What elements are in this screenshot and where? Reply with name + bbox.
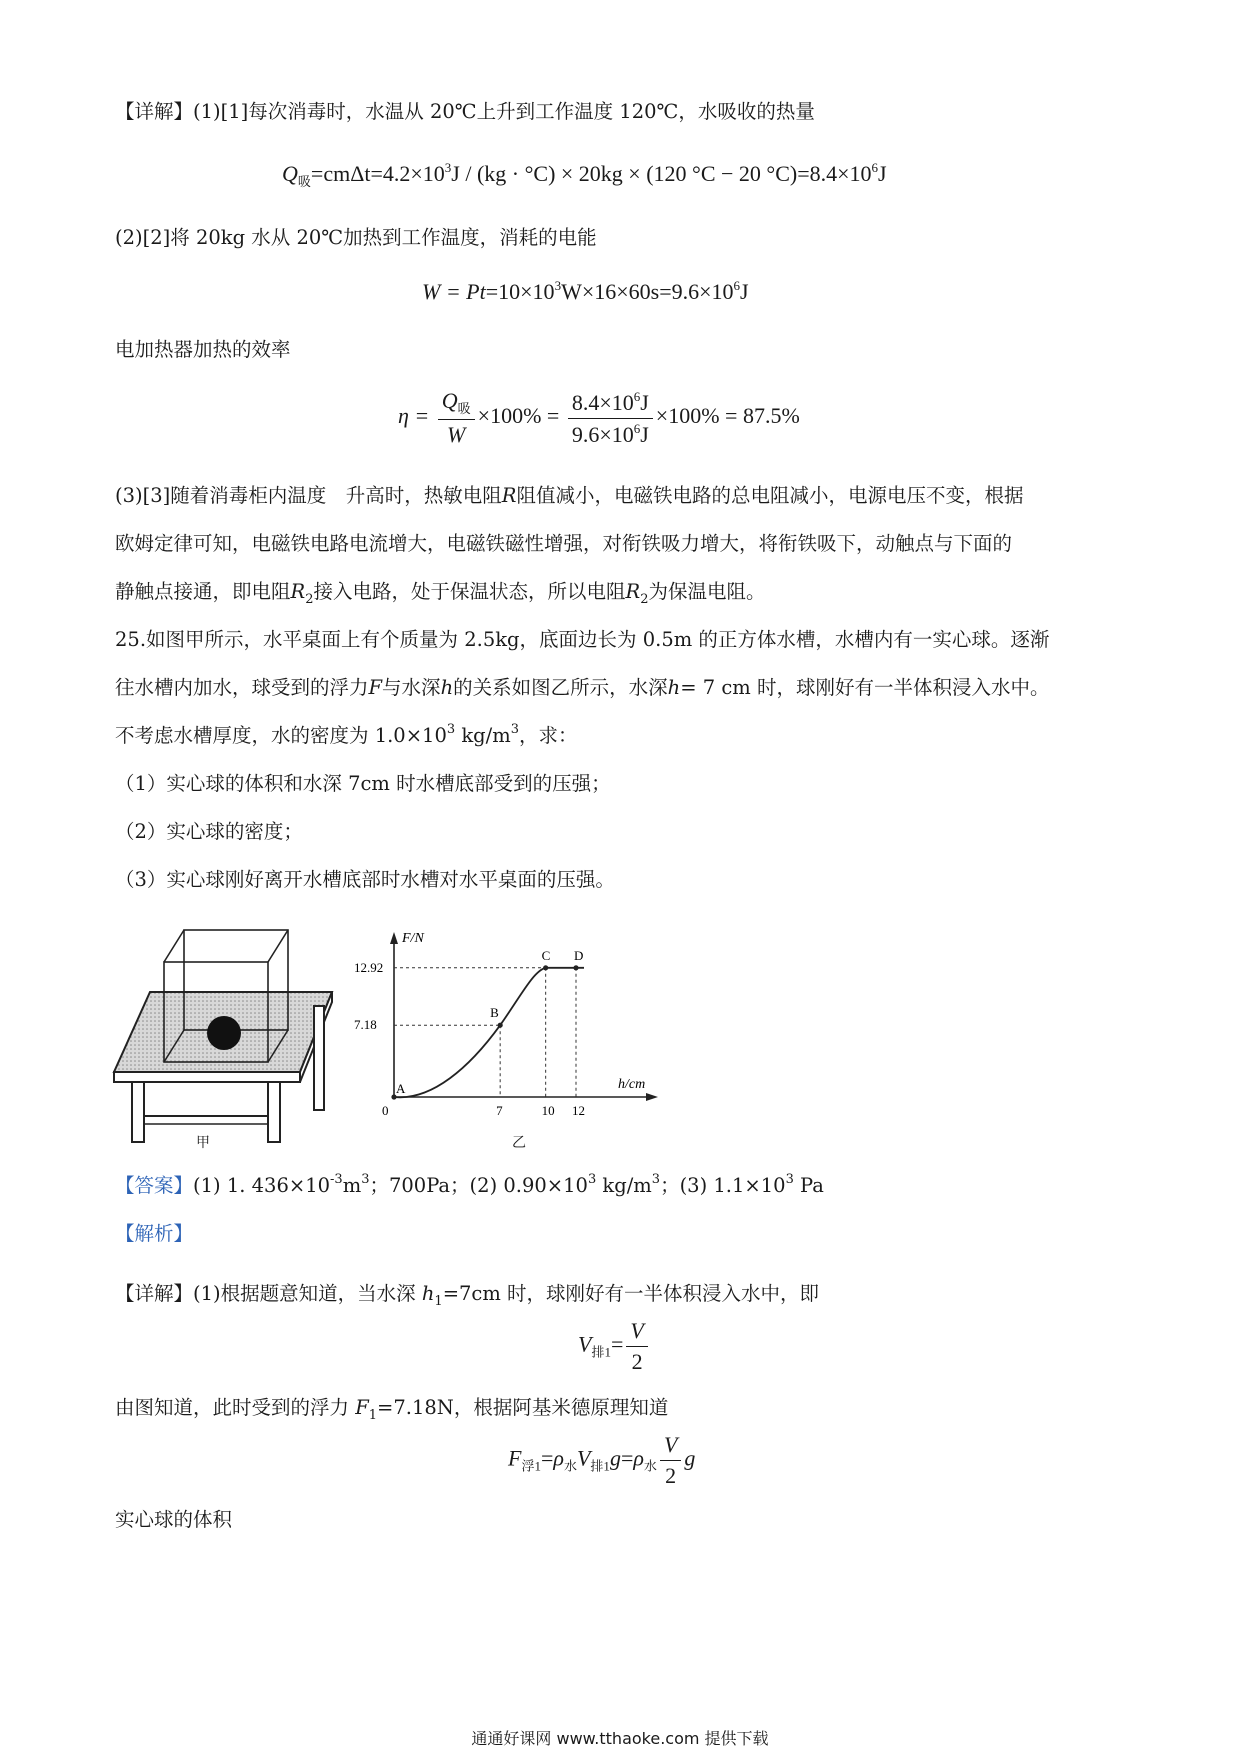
sub-question-3: （3）实心球刚好离开水槽底部时水槽对水平桌面的压强。 [115, 868, 615, 891]
text-segment: =7.18N，根据阿基米德原理知道 [377, 1396, 669, 1419]
exponent: 3 [361, 1172, 370, 1187]
equation-heat-absorbed [282, 160, 887, 190]
frac-numerator: 8.4×10 [571, 389, 634, 415]
symbol-r2: R [290, 580, 306, 603]
paragraph-5 [115, 1392, 668, 1423]
text-segment: 阻值减小，电磁铁电路的总电阻减小，电源电压不变，根据 [516, 484, 1024, 507]
eq-unit: J [640, 389, 649, 415]
symbol-subscript: 2 [305, 592, 314, 607]
frac-numerator: V [626, 1318, 647, 1347]
exponent: -3 [330, 1172, 343, 1187]
eq-symbol-f: F [508, 1445, 522, 1471]
exponent: 3 [587, 1172, 597, 1187]
eq-subscript: 排1 [591, 1344, 611, 1360]
frac-numerator: Q [441, 388, 458, 413]
symbol-subscript: 1 [368, 1408, 378, 1423]
symbol-r: R [501, 484, 517, 507]
answer-label: 【答案】 [115, 1174, 194, 1197]
detail-text: (1)[1]每次消毒时，水温从 20℃上升到工作温度 120℃，水吸收的热量 [193, 100, 815, 123]
fraction-v-over-2 [660, 1432, 681, 1489]
eq-unit: J [878, 161, 887, 186]
exponent: 3 [446, 722, 456, 737]
equation-efficiency [398, 388, 800, 448]
symbol-r2: R [625, 580, 641, 603]
eq-subscript: 水 [643, 1458, 657, 1474]
solid-ball [207, 1016, 241, 1050]
table-leg [268, 1082, 280, 1142]
eq-exponent: 3 [444, 160, 452, 175]
text-segment: ，求： [519, 724, 578, 747]
eq-subscript: 浮1 [521, 1458, 541, 1474]
text-segment: (3)[3]随着消毒柜内温度 升高时，热敏电阻 [115, 484, 502, 507]
figure-caption-b: 乙 [512, 1135, 526, 1151]
text-segment: 为保温电阻。 [648, 580, 766, 603]
frac-denominator: 2 [665, 1463, 677, 1488]
symbol-subscript: 1 [434, 1294, 443, 1309]
x-tick-label: 12 [572, 1103, 585, 1118]
text-segment: 往水槽内加水，球受到的浮力 [115, 676, 369, 699]
detail-label: 【详解】 [115, 100, 194, 123]
frac-denominator: 2 [631, 1349, 643, 1374]
y-axis-arrow [390, 932, 398, 944]
x-tick-label: 7 [496, 1103, 503, 1118]
eq-exponent: 3 [554, 278, 562, 293]
fraction-v-over-2 [626, 1318, 647, 1375]
symbol-h: h [667, 676, 681, 699]
sub-question-1: （1）实心球的体积和水深 7cm 时水槽底部受到的压强； [115, 772, 611, 795]
eq-symbol-v: V [578, 1331, 592, 1357]
frac-denominator: 9.6×10 [571, 421, 634, 447]
eq-lhs: W = Pt [422, 279, 486, 304]
point-label: D [574, 947, 584, 963]
exponent: 3 [510, 722, 519, 737]
symbol-h: h [421, 1282, 435, 1305]
point-label: A [396, 1081, 406, 1096]
eq-part: ×100% = [477, 403, 560, 429]
eq-eta: η = [398, 403, 430, 429]
frac-denominator: W [447, 422, 466, 447]
y-axis-label: F/N [402, 931, 424, 946]
text-segment: ；(3) 1.1×10 [660, 1174, 786, 1197]
page-footer: 通通好课网 www.tthaoke.com 提供下载 [471, 1729, 769, 1748]
text-segment: 接入电路，处于保温状态，所以电阻 [313, 580, 626, 603]
eq-symbol-q: Q [282, 161, 298, 186]
question-25-line2 [115, 672, 1049, 700]
text-segment: 不考虑水槽厚度，水的密度为 1.0×10 [115, 724, 447, 747]
x-axis-arrow [646, 1093, 658, 1101]
paragraph-4-line2: 欧姆定律可知，电磁铁电路电流增大，电磁铁磁性增强，对衔铁吸力增大，将衔铁吸下，动触点与下面的 [115, 532, 1013, 555]
detail-label: 【详解】 [115, 1282, 194, 1305]
y-tick-label: 7.18 [354, 1017, 377, 1033]
table-leg [314, 1006, 324, 1110]
table-edge [114, 1072, 300, 1082]
text-segment: 静触点接通，即电阻 [115, 580, 291, 603]
paragraph-6: 实心球的体积 [115, 1508, 233, 1531]
symbol-f: F [355, 1396, 369, 1419]
figure-buoyancy-graph [350, 922, 660, 1142]
eq-subscript: 排1 [590, 1458, 610, 1474]
frac-numerator: V [660, 1432, 681, 1461]
data-point [543, 965, 548, 970]
paragraph-2: (2)[2]将 20kg 水从 20℃加热到工作温度，消耗的电能 [115, 226, 597, 249]
y-tick-label: 12.92 [354, 959, 384, 975]
eq-exponent: 6 [871, 160, 879, 175]
text-segment: =7cm 时，球刚好有一半体积浸入水中，即 [442, 1282, 820, 1305]
paragraph-4-line1 [115, 480, 1023, 508]
text-segment: 与水深 [382, 676, 441, 699]
fraction-values [568, 389, 653, 448]
paragraph-3: 电加热器加热的效率 [115, 338, 291, 361]
text-segment: 的关系如图乙所示，水深 [453, 676, 668, 699]
equation-electric-energy [422, 278, 749, 305]
eq-subscript: 吸 [457, 401, 471, 416]
question-25-line1: 25.如图甲所示，水平桌面上有个质量为 2.5kg，底面边长为 0.5m 的正方体水槽，水槽内有一实心球。逐渐 [115, 628, 1050, 651]
text-segment: Pa [793, 1174, 824, 1197]
answer-line [115, 1170, 824, 1198]
exponent: 3 [651, 1172, 661, 1187]
eq-symbol-g: g [684, 1445, 696, 1471]
x-tick-label: 0 [382, 1103, 389, 1118]
data-point [573, 965, 578, 970]
text-segment: (1) 1. 436×10 [193, 1174, 331, 1197]
detail-paragraph-1 [115, 96, 815, 124]
analysis-label: 【解析】 [115, 1222, 194, 1245]
eq-unit: J [740, 279, 749, 304]
figure-table-tank [110, 920, 340, 1150]
sub-question-2: （2）实心球的密度； [115, 820, 303, 843]
equation-buoyancy: $F_{浮1}=\rho_水V_{排1}g=\rho_水$ $\frac{V}{2}$ g [508, 1432, 696, 1488]
question-25-line3 [115, 720, 578, 748]
eq-exponent: 6 [633, 420, 641, 436]
point-label: B [490, 1005, 499, 1021]
eq-unit: J [640, 421, 649, 447]
detail-paragraph-2 [115, 1278, 819, 1309]
eq-symbol-rho: ρ [633, 1445, 644, 1471]
text-segment: kg/m [455, 724, 511, 747]
series-line [394, 968, 584, 1098]
eq-part: W×16×60s=9.6×10 [561, 279, 734, 304]
text-segment: kg/m [596, 1174, 652, 1197]
eq-result: ×100% = 87.5% [655, 403, 800, 429]
exponent: 3 [785, 1172, 794, 1187]
point-label: C [541, 947, 551, 963]
x-tick-label: 10 [541, 1103, 555, 1118]
eq-subscript: 水 [563, 1458, 577, 1474]
symbol-h: h [440, 676, 454, 699]
paragraph-4-line3 [115, 576, 765, 607]
table-leg [132, 1082, 144, 1142]
eq-part: =cmΔt=4.2×10 [310, 161, 445, 186]
eq-part: J / (kg · °C) × 20kg × (120 °C − 20 °C)=8.4×10 [451, 161, 872, 186]
eq-exponent: 6 [633, 388, 641, 404]
eq-exponent: 6 [733, 278, 741, 293]
data-point [498, 1023, 503, 1028]
figure-caption-a: 甲 [196, 1135, 210, 1151]
text-segment: = 7 cm 时，球刚好有一半体积浸入水中。 [680, 676, 1050, 699]
eq-symbol-v: V [576, 1445, 591, 1471]
x-axis-label: h/cm [618, 1077, 646, 1092]
text-segment: (1)根据题意知道，当水深 [193, 1282, 422, 1305]
text-segment: ；700Pa；(2) 0.90×10 [369, 1174, 588, 1197]
eq-part: = [610, 1331, 624, 1357]
equation-displaced-volume [578, 1318, 651, 1375]
text-segment: 由图知道，此时受到的浮力 [115, 1396, 356, 1419]
symbol-f: F [368, 676, 383, 699]
fraction-q-over-w [438, 388, 475, 448]
eq-symbol-g: g [609, 1445, 621, 1471]
symbol-subscript: 2 [640, 592, 649, 607]
eq-subscript: 吸 [297, 174, 311, 189]
eq-symbol-rho: ρ [553, 1445, 564, 1471]
eq-part: =10×10 [485, 279, 555, 304]
text-segment: m [342, 1174, 362, 1197]
